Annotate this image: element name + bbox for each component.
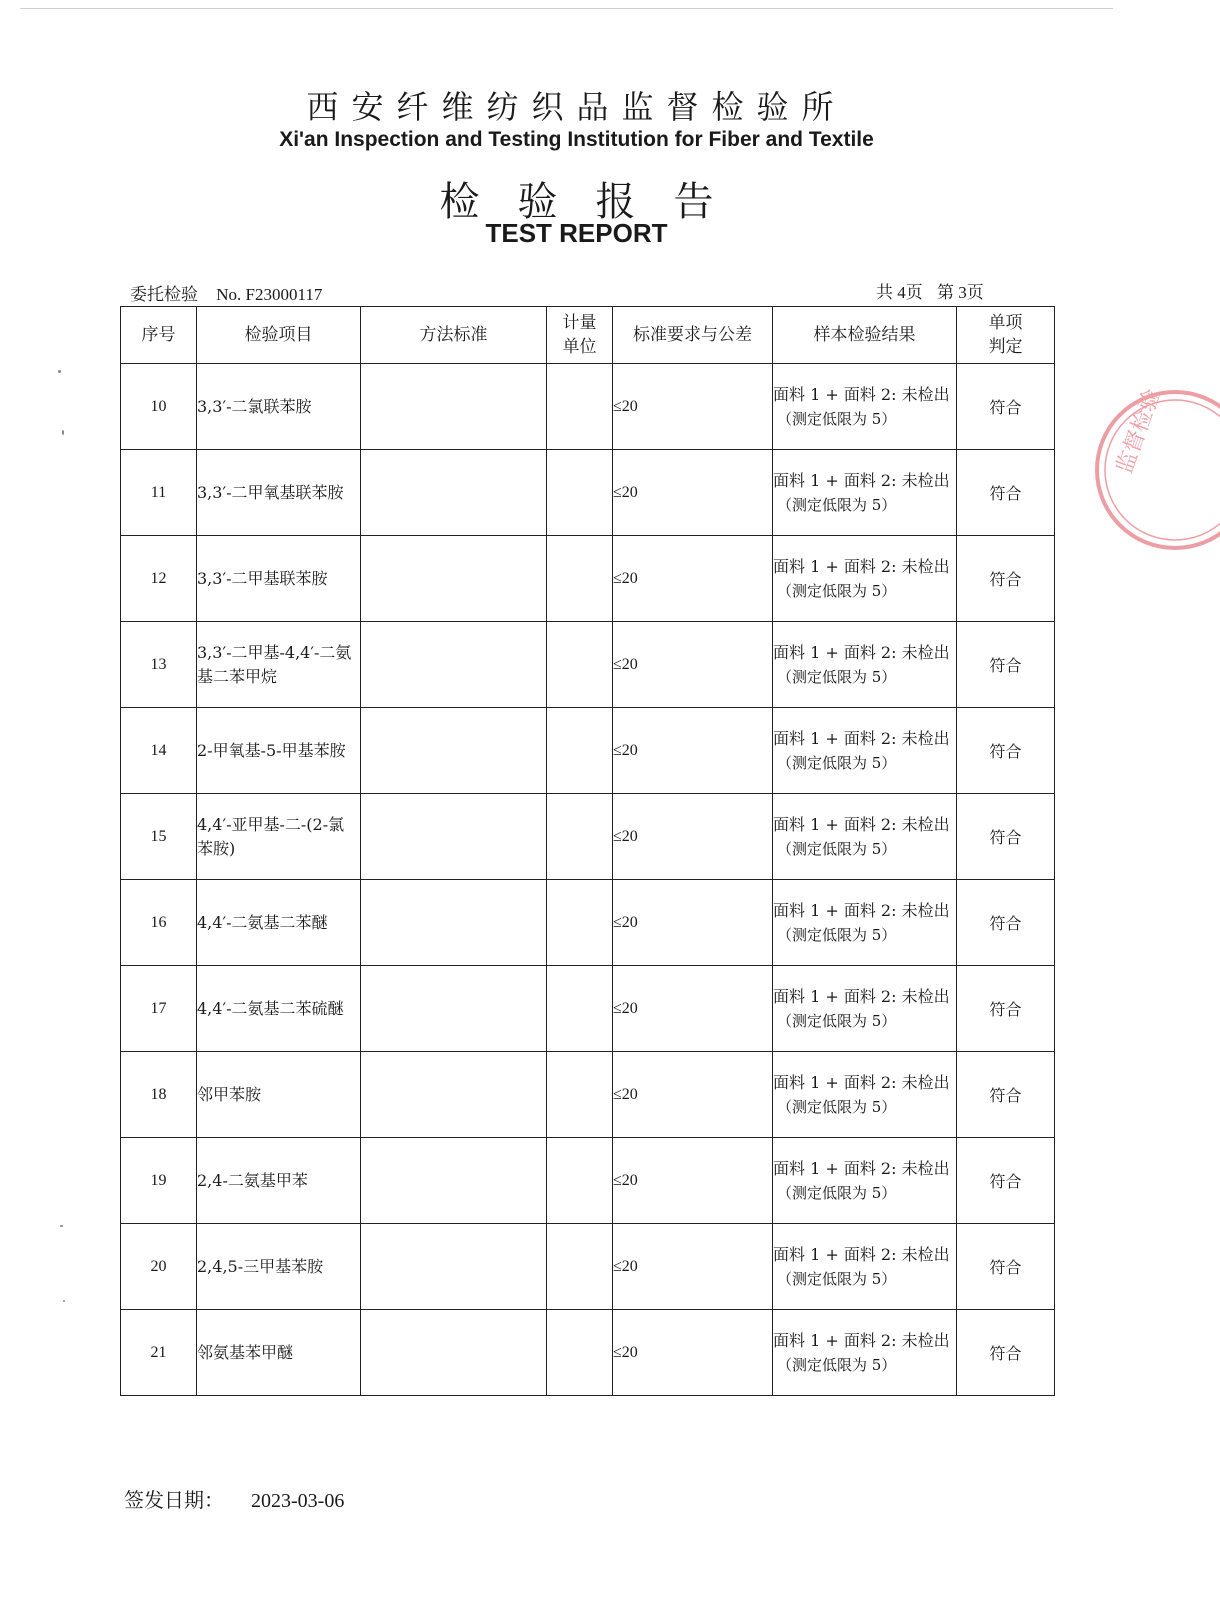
result-text: 面料 1 + 面料 2: 未检出	[773, 470, 950, 490]
col-header-item: 检验项目	[197, 307, 361, 364]
table-row	[121, 880, 1055, 966]
row-requirement: ≤20	[613, 536, 773, 622]
row-test-item: 邻氨基苯甲醚	[197, 1310, 361, 1396]
results-table	[120, 306, 1055, 1396]
row-test-item: 4,4′-二氨基二苯醚	[197, 880, 361, 966]
row-method	[361, 536, 547, 622]
result-detection-limit: （测定低限为 5）	[777, 753, 897, 772]
result-detection-limit: （测定低限为 5）	[777, 409, 897, 428]
result-detection-limit: （测定低限为 5）	[777, 667, 897, 686]
result-detection-limit: （测定低限为 5）	[777, 925, 897, 944]
row-test-item: 3,3′-二甲基联苯胺	[197, 536, 361, 622]
result-detection-limit: （测定低限为 5）	[777, 1355, 897, 1374]
row-result	[773, 794, 957, 880]
row-result	[773, 450, 957, 536]
row-result	[773, 1138, 957, 1224]
col-header-requirement: 标准要求与公差	[613, 307, 773, 364]
row-result	[773, 622, 957, 708]
row-verdict: 符合	[957, 794, 1055, 880]
row-test-item: 2,4-二氨基甲苯	[197, 1138, 361, 1224]
row-unit	[547, 1310, 613, 1396]
issue-date-line	[124, 1484, 344, 1513]
row-unit	[547, 450, 613, 536]
row-test-item: 3,3′-二氯联苯胺	[197, 364, 361, 450]
row-requirement: ≤20	[613, 1310, 773, 1396]
row-requirement: ≤20	[613, 794, 773, 880]
row-seq: 15	[121, 794, 197, 880]
row-verdict: 符合	[957, 1224, 1055, 1310]
row-requirement: ≤20	[613, 880, 773, 966]
result-detection-limit: （测定低限为 5）	[777, 495, 897, 514]
row-method	[361, 966, 547, 1052]
row-result	[773, 536, 957, 622]
result-text: 面料 1 + 面料 2: 未检出	[773, 1072, 950, 1092]
row-unit	[547, 708, 613, 794]
row-requirement: ≤20	[613, 450, 773, 536]
row-verdict: 符合	[957, 622, 1055, 708]
report-type: 委托检验	[130, 285, 198, 304]
table-row	[121, 622, 1055, 708]
row-seq: 19	[121, 1138, 197, 1224]
table-row	[121, 1138, 1055, 1224]
col-header-verdict: 单项判定	[957, 307, 1055, 364]
col-header-seq: 序号	[121, 307, 197, 364]
row-requirement: ≤20	[613, 966, 773, 1052]
table-row	[121, 794, 1055, 880]
result-text: 面料 1 + 面料 2: 未检出	[773, 986, 950, 1006]
result-detection-limit: （测定低限为 5）	[777, 1011, 897, 1030]
result-text: 面料 1 + 面料 2: 未检出	[773, 1244, 950, 1264]
result-text: 面料 1 + 面料 2: 未检出	[773, 642, 950, 662]
table-row	[121, 450, 1055, 536]
result-detection-limit: （测定低限为 5）	[777, 581, 897, 600]
col-header-method: 方法标准	[361, 307, 547, 364]
row-result	[773, 966, 957, 1052]
row-seq: 13	[121, 622, 197, 708]
report-number-line	[130, 280, 322, 305]
row-method	[361, 450, 547, 536]
official-seal-stamp	[1090, 380, 1220, 570]
row-requirement: ≤20	[613, 364, 773, 450]
result-detection-limit: （测定低限为 5）	[777, 1097, 897, 1116]
row-method	[361, 1224, 547, 1310]
row-seq: 18	[121, 1052, 197, 1138]
row-test-item: 4,4′-亚甲基-二-(2-氯苯胺)	[197, 794, 361, 880]
row-seq: 21	[121, 1310, 197, 1396]
row-verdict: 符合	[957, 966, 1055, 1052]
row-verdict: 符合	[957, 1310, 1055, 1396]
result-detection-limit: （测定低限为 5）	[777, 1183, 897, 1202]
result-text: 面料 1 + 面料 2: 未检出	[773, 900, 950, 920]
table-header-row	[121, 307, 1055, 364]
total-pages: 共 4页	[876, 283, 923, 302]
row-verdict: 符合	[957, 1138, 1055, 1224]
stamp-text: 监督检验	[1112, 385, 1166, 478]
row-verdict: 符合	[957, 450, 1055, 536]
result-text: 面料 1 + 面料 2: 未检出	[773, 556, 950, 576]
row-unit	[547, 536, 613, 622]
row-verdict: 符合	[957, 880, 1055, 966]
result-detection-limit: （测定低限为 5）	[777, 1269, 897, 1288]
row-seq: 20	[121, 1224, 197, 1310]
row-method	[361, 880, 547, 966]
row-unit	[547, 794, 613, 880]
issue-date: 2023-03-06	[251, 1490, 345, 1512]
scan-edge-line	[20, 8, 1113, 9]
table-row	[121, 1310, 1055, 1396]
report-title-en: TEST REPORT	[485, 218, 668, 248]
scan-speck	[58, 370, 61, 373]
row-verdict: 符合	[957, 708, 1055, 794]
institute-name-cn: 西安纤维纺织品监督检验所	[306, 88, 847, 126]
page-count	[876, 278, 984, 303]
row-seq: 17	[121, 966, 197, 1052]
row-verdict: 符合	[957, 1052, 1055, 1138]
row-test-item: 3,3′-二甲氧基联苯胺	[197, 450, 361, 536]
row-unit	[547, 880, 613, 966]
table-row	[121, 966, 1055, 1052]
row-test-item: 4,4′-二氨基二苯硫醚	[197, 966, 361, 1052]
result-text: 面料 1 + 面料 2: 未检出	[773, 1158, 950, 1178]
row-verdict: 符合	[957, 364, 1055, 450]
result-text: 面料 1 + 面料 2: 未检出	[773, 814, 950, 834]
scan-speck	[63, 1300, 65, 1302]
row-method	[361, 364, 547, 450]
row-result	[773, 880, 957, 966]
row-method	[361, 794, 547, 880]
row-requirement: ≤20	[613, 708, 773, 794]
result-text: 面料 1 + 面料 2: 未检出	[773, 728, 950, 748]
row-seq: 10	[121, 364, 197, 450]
result-text: 面料 1 + 面料 2: 未检出	[773, 384, 950, 404]
institute-name-en: Xi'an Inspection and Testing Institution for Fiber and Textile	[279, 128, 874, 151]
table-row	[121, 1052, 1055, 1138]
current-page: 第 3页	[937, 283, 984, 302]
row-method	[361, 622, 547, 708]
row-result	[773, 1224, 957, 1310]
row-result	[773, 1310, 957, 1396]
row-method	[361, 1138, 547, 1224]
table-row	[121, 536, 1055, 622]
row-test-item: 2-甲氧基-5-甲基苯胺	[197, 708, 361, 794]
row-seq: 16	[121, 880, 197, 966]
row-unit	[547, 966, 613, 1052]
table-row	[121, 1224, 1055, 1310]
row-verdict: 符合	[957, 536, 1055, 622]
row-result	[773, 708, 957, 794]
scan-speck	[60, 1225, 63, 1227]
table-row	[121, 708, 1055, 794]
row-method	[361, 708, 547, 794]
row-requirement: ≤20	[613, 622, 773, 708]
table-row	[121, 364, 1055, 450]
report-number: No. F23000117	[216, 285, 323, 304]
issue-date-label: 签发日期：	[124, 1490, 224, 1512]
scan-speck	[62, 430, 64, 435]
col-header-result: 样本检验结果	[773, 307, 957, 364]
row-seq: 11	[121, 450, 197, 536]
row-requirement: ≤20	[613, 1224, 773, 1310]
row-unit	[547, 1224, 613, 1310]
row-seq: 14	[121, 708, 197, 794]
row-test-item: 3,3′-二甲基-4,4′-二氨基二苯甲烷	[197, 622, 361, 708]
row-test-item: 邻甲苯胺	[197, 1052, 361, 1138]
row-method	[361, 1052, 547, 1138]
col-header-unit: 计量单位	[547, 307, 613, 364]
result-text: 面料 1 + 面料 2: 未检出	[773, 1330, 950, 1350]
row-method	[361, 1310, 547, 1396]
row-test-item: 2,4,5-三甲基苯胺	[197, 1224, 361, 1310]
report-title-cn: 检验报告	[439, 179, 752, 225]
row-requirement: ≤20	[613, 1052, 773, 1138]
row-result	[773, 364, 957, 450]
result-detection-limit: （测定低限为 5）	[777, 839, 897, 858]
row-unit	[547, 364, 613, 450]
row-seq: 12	[121, 536, 197, 622]
row-requirement: ≤20	[613, 1138, 773, 1224]
row-unit	[547, 1138, 613, 1224]
row-result	[773, 1052, 957, 1138]
row-unit	[547, 622, 613, 708]
row-unit	[547, 1052, 613, 1138]
